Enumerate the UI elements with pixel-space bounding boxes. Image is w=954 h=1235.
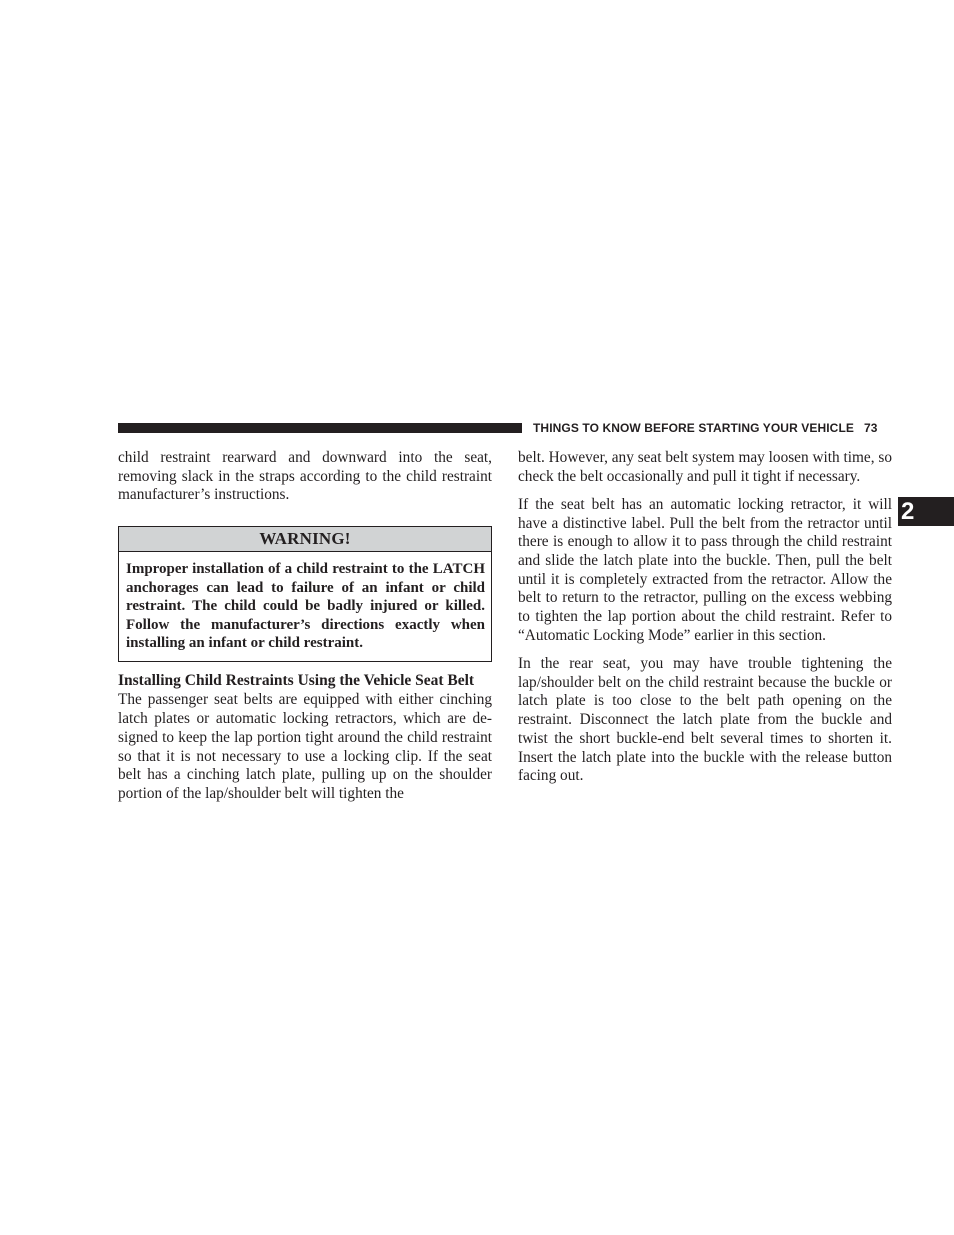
warning-text: Improper installation of a child restraint to the LATCH anchorages can lead to failure of an infant or child restraint. The child could be badly injured or killed. Follow the manufacturer’s directions exactly when installing an infant or child restraint. xyxy=(126,561,485,652)
section-heading: Installing Child Restraints Using the Vehicle Seat Belt xyxy=(118,672,475,690)
page-number: 73 xyxy=(863,421,878,435)
chapter-tab: 2 xyxy=(898,497,954,526)
running-title: THINGS TO KNOW BEFORE STARTING YOUR VEHICLE xyxy=(533,421,854,435)
paragraph: In the rear seat, you may have trouble tightening the lap/shoulder belt on the child restraint because the buckle or latch plate is too close to the belt path opening on the restraint. Disconnect the latch plate from the buckle and twist the short buckle-end belt several times to shorten it. Insert the latch plate into the buckle with the release button facing out. xyxy=(518,655,892,785)
warning-box xyxy=(118,526,492,662)
left-column xyxy=(118,449,492,804)
continued-paragraph: child restraint rearward and downward into the seat, removing slack in the straps according to the child restraint manufacturer’s instructions. xyxy=(118,449,492,504)
paragraph: If the seat belt has an automatic locking retractor, it will have a distinctive label. Pull the belt from the retractor until there is enough to allow it to pass through the child restraint and slide the latch plate into the buckle. Then, pull the belt until it is completely extracted from the retractor. Allow the belt to return to the retractor, pulling on the excess webbing to tighten the lap portion about the child restraint. Refer to “Automatic Locking Mode” earlier in this section. xyxy=(518,495,892,644)
right-column xyxy=(518,449,892,786)
section-paragraph: The passenger seat belts are equipped with either cinching latch plates or automatic locking retractors, which are designed to keep the lap portion tight around the child restraint so that it is not necessary to use a locking clip. If the seat belt has a cinching latch plate, pulling up on the shoulder portion of the lap/shoulder belt will tighten the xyxy=(118,691,492,802)
warning-title: WARNING! xyxy=(119,527,491,552)
running-header xyxy=(533,420,891,436)
header-rule xyxy=(118,423,522,433)
paragraph: belt. However, any seat belt system may loosen with time, so check the belt occasionally and pull it tight if necessary. xyxy=(518,449,892,485)
